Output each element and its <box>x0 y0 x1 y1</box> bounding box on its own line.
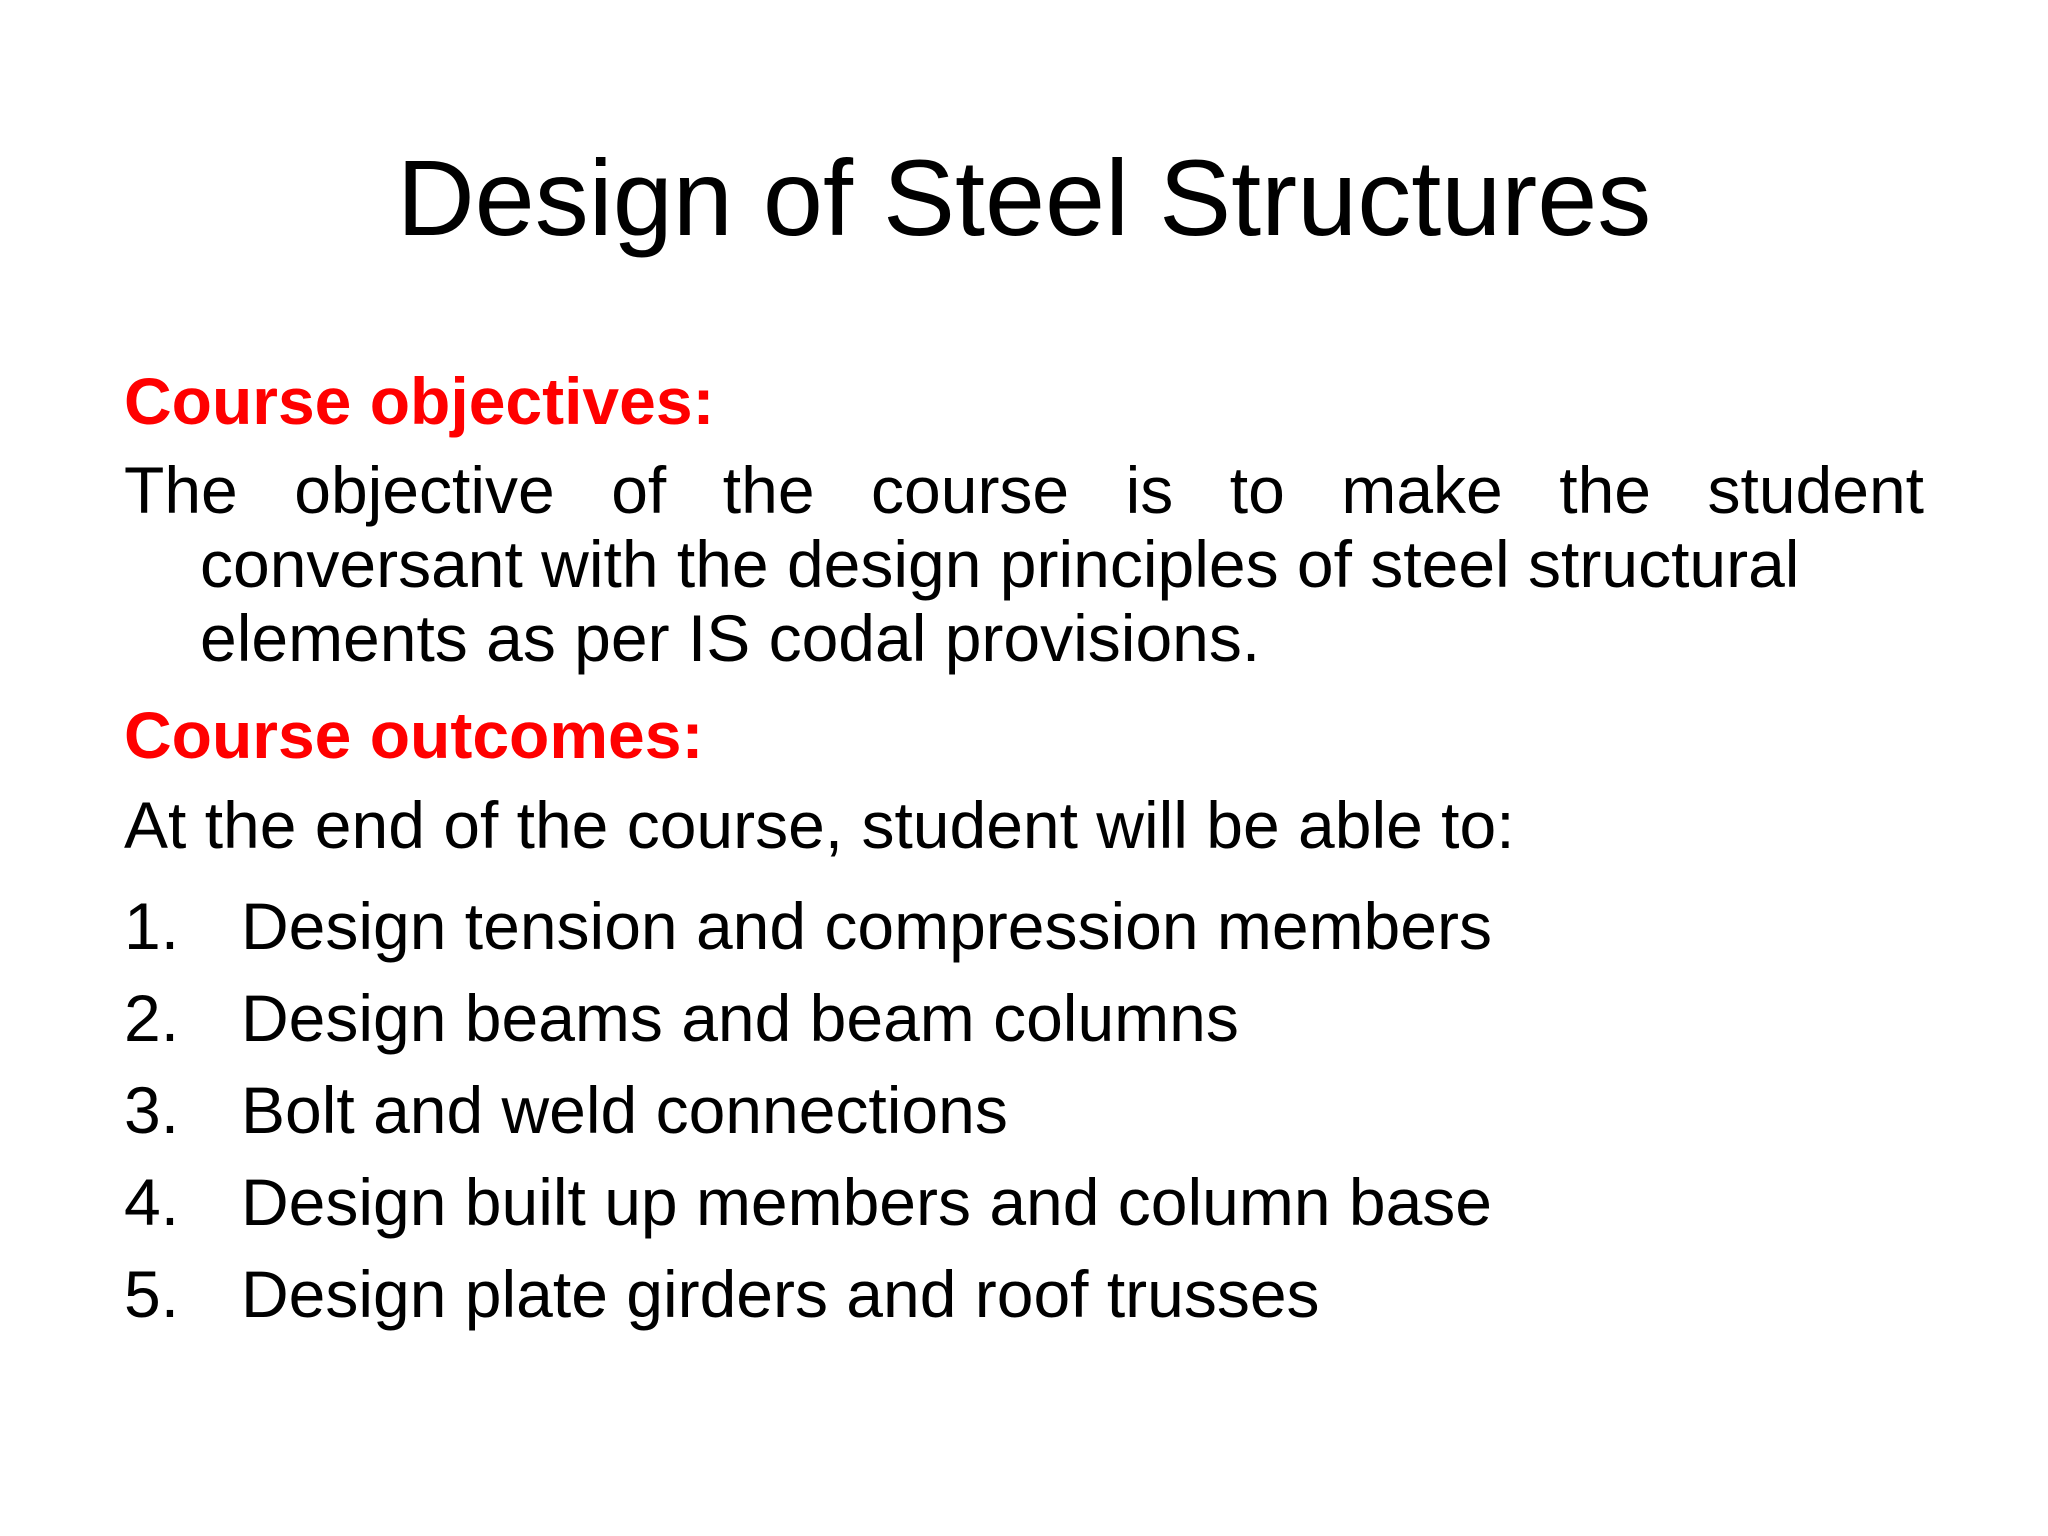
outcomes-intro: At the end of the course, student will be able to: <box>124 788 1515 862</box>
objectives-line-3: elements as per IS codal provisions. <box>200 601 1261 675</box>
objectives-line-2: conversant with the design principles of steel structural <box>200 527 1800 601</box>
list-item-text: Design built up members and column base <box>241 1165 1493 1239</box>
slide-title: Design of Steel Structures <box>396 137 1652 258</box>
list-item <box>124 880 1492 972</box>
list-item-text: Design beams and beam columns <box>241 981 1239 1055</box>
list-item-text: Design plate girders and roof trusses <box>241 1257 1320 1331</box>
list-item-text: Bolt and weld connections <box>241 1073 1008 1147</box>
outcomes-list <box>124 880 1492 1340</box>
list-item-text: Design tension and compression members <box>241 889 1492 963</box>
list-item <box>124 1248 1492 1340</box>
list-item <box>124 1064 1492 1156</box>
outcomes-heading: Course outcomes: <box>124 698 704 772</box>
list-item-number: 3. <box>124 1073 180 1147</box>
objectives-line-1: The objective of the course is to make the student <box>124 453 1924 527</box>
list-item-number: 5. <box>124 1257 180 1331</box>
objectives-heading: Course objectives: <box>124 364 715 438</box>
list-item-number: 1. <box>124 889 180 963</box>
list-item <box>124 972 1492 1064</box>
list-item-number: 2. <box>124 981 180 1055</box>
objectives-text <box>124 453 1924 675</box>
list-item <box>124 1156 1492 1248</box>
list-item-number: 4. <box>124 1165 180 1239</box>
